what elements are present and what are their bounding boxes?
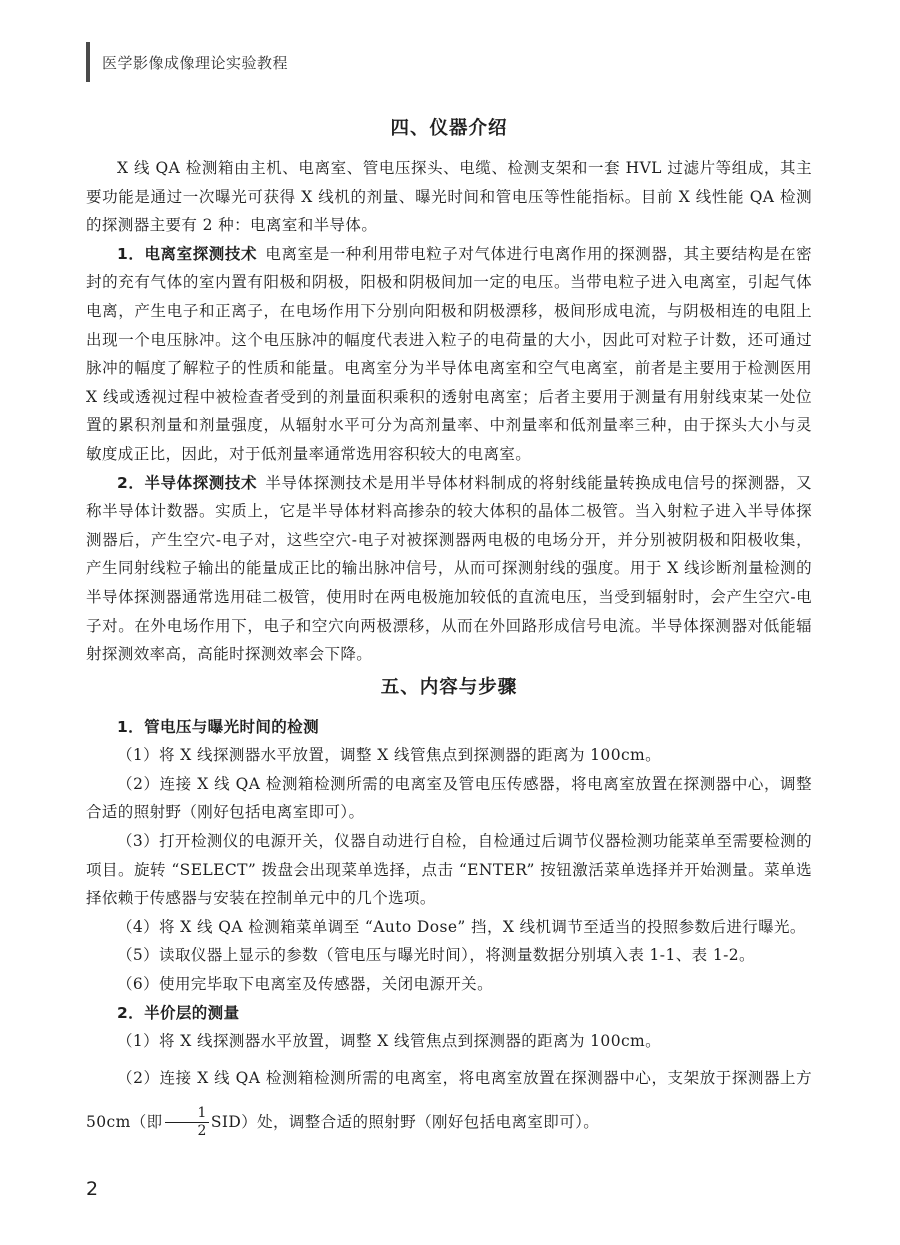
sub1-step: （2）连接 X 线 QA 检测箱检测所需的电离室及管电压传感器，将电离室放置在探测器中心，调整合适的照射野（刚好包括电离室即可）。: [86, 774, 812, 822]
sub1-heading-text: 1．管电压与曝光时间的检测: [117, 717, 319, 736]
section5-title: 五、内容与步骤: [380, 676, 518, 698]
sub1-heading: [86, 713, 812, 742]
running-header: [86, 42, 288, 82]
sub2-step2-part2: SID）处，调整合适的照射野（刚好包括电离室即可）。: [210, 1112, 600, 1131]
section4-item1: [86, 240, 812, 469]
item1-heading: 1．电离室探测技术: [117, 244, 258, 263]
item2-heading: 2．半导体探测技术: [117, 473, 258, 492]
item1-body: 电离室是一种利用带电粒子对气体进行电离作用的探测器，其主要结构是在密封的充有气体的室内置有阳极和阴极，阳极和阴极间加一定的电压。当带电粒子进入电离室，引起气体电离，产生电子和正离子，在电场作用下分别向阳极和阴极漂移，极间形成电流，与阴极相连的电阻上出现一个电压脉冲。这个电压脉冲的幅度代表进入粒子的电荷量的大小，因此可对粒子计数，还可通过脉冲的幅度了解粒子的性质和能量。电离室分为半导体电离室和空气电离室，前者是主要用于检测医用 X 线或透视过程中被检查者受到的剂量面积乘积的透射电离室；后者主要用于测量有用射线束某一处位置的累积剂量和剂量强度，从辐射水平可分为高剂量率、中剂量率和低剂量率三种，由于探头大小与灵敏度成正比，因此，对于低剂量率通常选用容积较大的电离室。: [86, 244, 812, 463]
sub2-heading: [86, 999, 812, 1028]
sub1-step: （3）打开检测仪的电源开关，仪器自动进行自检，自检通过后调节仪器检测功能菜单至需要检测的项目。旋转 “SELECT” 拨盘会出现菜单选择，点击 “ENTER” 按钮激活菜单选择并开始测量。菜单选择依赖于传感器与安装在控制单元中的几个选项。: [86, 832, 812, 908]
sub2-heading-text: 2．半价层的测量: [117, 1003, 240, 1022]
sub2-step: （1）将 X 线探测器水平放置，调整 X 线管焦点到探测器的距离为 100cm。: [117, 1032, 662, 1051]
sub2-step2-part1: （2）连接 X 线 QA 检测箱检测所需的电离室，将电离室放置在探测器中心，支架放于探测器上方 50cm（即: [86, 1068, 812, 1131]
sub1-step: （5）读取仪器上显示的参数（管电压与曝光时间），将测量数据分别填入表 1-1、表 1-2。: [117, 946, 755, 965]
sub1-step: （6）使用完毕取下电离室及传感器，关闭电源开关。: [117, 975, 493, 994]
section4-item2: [86, 469, 812, 669]
page-number: 2: [86, 1178, 99, 1200]
sub1-step: （4）将 X 线 QA 检测箱菜单调至 “Auto Dose” 挡，X 线机调节至适当的投照参数后进行曝光。: [117, 917, 806, 936]
section4-intro: X 线 QA 检测箱由主机、电离室、管电压探头、电缆、检测支架和一套 HVL 过滤片等组成，其主要功能是通过一次曝光可获得 X 线机的剂量、曝光时间和管电压等性能指标。目前 X 线性能 QA 检测的探测器主要有 2 种：电离室和半导体。: [86, 159, 812, 235]
fraction-one-half: [165, 1105, 209, 1140]
fraction-denominator: 2: [197, 1123, 207, 1140]
header-bar: [86, 42, 90, 82]
running-title: 医学影像成像理论实验教程: [102, 53, 289, 72]
page-body: [86, 114, 812, 1144]
section4-title: 四、仪器介绍: [390, 118, 508, 139]
sub2-step: [86, 1056, 812, 1144]
sub1-step: （1）将 X 线探测器水平放置，调整 X 线管焦点到探测器的距离为 100cm。: [117, 746, 662, 765]
item2-body: 半导体探测技术是用半导体材料制成的将射线能量转换成电信号的探测器，又称半导体计数器。实质上，它是半导体材料高掺杂的较大体积的晶体二极管。当入射粒子进入半导体探测器后，产生空穴-电子对，这些空穴-电子对被探测器两电极的电场分开，并分别被阴极和阳极收集，产生同射线粒子输出的能量成正比的输出脉冲信号，从而可探测射线的强度。用于 X 线诊断剂量检测的半导体探测器通常选用硅二极管，使用时在两电极施加较低的直流电压，当受到辐射时，会产生空穴-电子对。在外电场作用下，电子和空穴向两极漂移，从而在外回路形成信号电流。半导体探测器对低能辐射探测效率高，高能时探测效率会下降。: [86, 473, 812, 664]
fraction-numerator: 1: [165, 1105, 209, 1123]
